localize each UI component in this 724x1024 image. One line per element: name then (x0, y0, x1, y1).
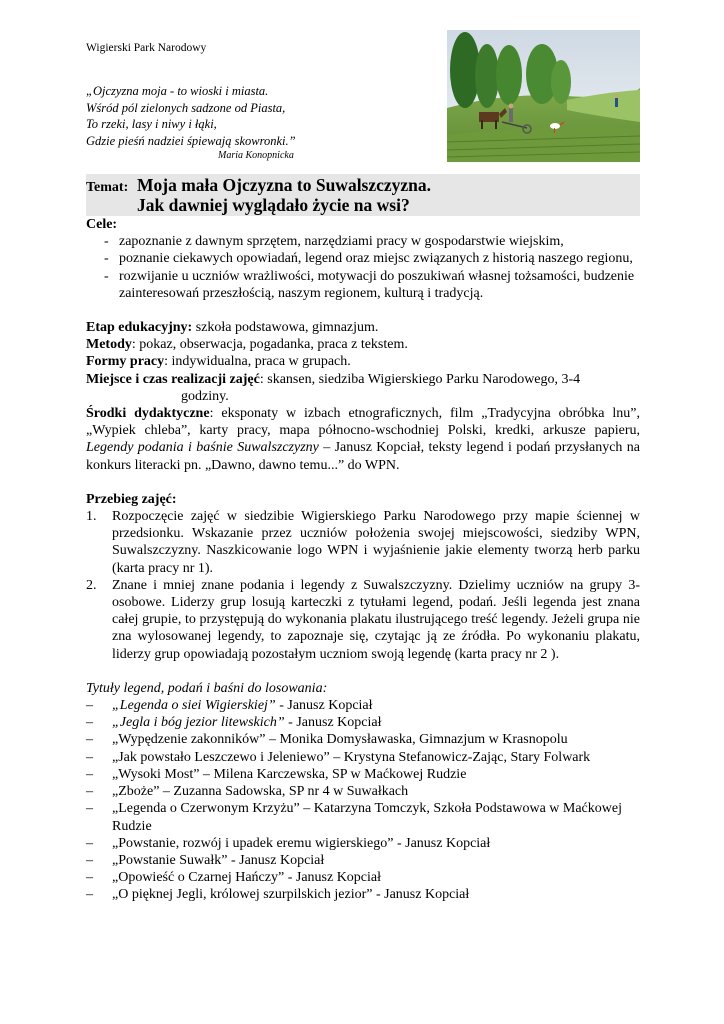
farm-photo (447, 30, 640, 162)
bullet-dash: – (86, 732, 93, 748)
legend-title: „Zboże” (112, 784, 160, 800)
metody-row (86, 336, 640, 353)
legend-author: – Milena Karczewska, SP w Maćkowej Rudzie (199, 766, 467, 782)
srodki-value-a: : eksponaty w izbach etnograficznych, film „Tradycyjna obróbka lnu”, „Wypiek chleba”, karty pracy, mapa północno-wschodniej Polski, kredki, arkusze papieru, (86, 406, 640, 439)
formy-label: Formy pracy (86, 354, 165, 370)
goals-list (86, 233, 640, 302)
spacer (86, 302, 640, 319)
goal-text: rozwijanie u uczniów wrażliwości, motywacji do poszukiwań własnej tożsamości, budzenie zainteresowań przeszłością, naszym regionem, kulturą i tradycją. (119, 268, 635, 301)
goal-item (86, 268, 640, 302)
legend-title: „Legenda o Czerwonym Krzyżu” (112, 801, 300, 817)
metody-value: : pokaz, obserwacja, pogadanka, praca z tekstem. (131, 337, 408, 353)
steps-list (86, 508, 640, 663)
spacer (86, 474, 640, 491)
legend-author: – Katarzyna Tomczyk, Szkoła Podstawowa w Maćkowej Rudzie (112, 801, 622, 834)
legend-author: – Monika Domysławaska, Gimnazjum w Krasnopolu (265, 732, 568, 748)
legend-item (86, 886, 640, 903)
legend-author: - Janusz Kopciał (227, 852, 325, 868)
miejsce-row-continued: godziny. (181, 388, 229, 404)
etap-value: szkoła podstawowa, gimnazjum. (192, 320, 379, 336)
spacer (86, 663, 640, 680)
przebieg-heading: Przebieg zajęć: (86, 491, 177, 507)
formy-row (86, 353, 640, 370)
bullet-dash: – (86, 715, 93, 731)
legends-heading: Tytuły legend, podań i baśni do losowania: (86, 680, 328, 696)
step-item (86, 577, 640, 663)
legend-author: - Janusz Kopciał (275, 698, 373, 714)
farm-photo-illustration (447, 30, 640, 162)
step-number: 1. (86, 509, 97, 525)
poem-line: To rzeki, lasy i niwy i łąki, (86, 117, 217, 131)
miejsce-row (86, 371, 640, 388)
legend-item (86, 766, 640, 783)
topic-banner (86, 174, 640, 216)
metody-label: Metody (86, 337, 132, 353)
legend-item (86, 714, 640, 731)
srodki-label: Środki dydaktyczne (86, 406, 210, 422)
bullet-dash: – (86, 749, 93, 765)
lesson-body (86, 216, 640, 904)
bullet-dash: – (86, 835, 93, 851)
bullet-dash: – (86, 698, 93, 714)
legend-item (86, 835, 640, 852)
legend-title: „Wysoki Most” (112, 766, 200, 782)
legend-author: – Zuzanna Sadowska, SP nr 4 w Suwałkach (159, 784, 409, 800)
legend-title: „O pięknej Jegli, królowej szurpilskich jezior” (112, 887, 373, 903)
srodki-value-b: – Janusz Kopciał, teksty legend i podań przysłanych na konkurs literacki pn. „Dawno, dawno temu...” do WPN. (86, 440, 641, 473)
step-text: Znane i mniej znane podania i legendy z Suwalszczyzny. Dzielimy uczniów na grupy 3-osobowe. Liderzy grup losują karteczki z tytułami legend, podań. Jeśli legenda jest znana całej grupie, to przystępują do wykonania plakatu ilustrującego treść legendy. Jeżeli grupa nie zna wylosowanej legendy, to zapoznaje się, czytając ją ze źródła. Po wykonaniu plakatu, liderzy grup opowiadają pozostałym uczniom swoją legendę (karta pracy nr 2 ). (112, 577, 640, 662)
etap-row (86, 319, 640, 336)
park-name-header: Wigierski Park Narodowy (86, 42, 207, 54)
legend-title: „Jegla i bóg jezior litewskich” (112, 715, 285, 731)
legend-author: - Janusz Kopciał (393, 835, 491, 851)
step-number: 2. (86, 577, 97, 593)
legend-item (86, 869, 640, 886)
goal-text: poznanie ciekawych opowiadań, legend oraz miejsc związanych z historią naszego regionu, (119, 251, 633, 267)
srodki-row (86, 405, 640, 474)
topic-title-line-2: Jak dawniej wyglądało życie na wsi? (137, 195, 410, 215)
poem-quote (86, 83, 296, 162)
topic-label: Temat: (86, 180, 129, 195)
formy-value: : indywidualna, praca w grupach. (164, 354, 351, 370)
legend-author: - Janusz Kopciał (284, 870, 382, 886)
legend-author: - Janusz Kopciał (284, 715, 382, 731)
poem-line: Gdzie pieśń nadziei śpiewają skowronki.” (86, 133, 296, 148)
legend-author: - Janusz Kopciał (372, 887, 470, 903)
legend-title: „Legenda o siei Wigierskiej” (112, 698, 276, 714)
bullet-dash: - (104, 234, 109, 250)
goal-item (86, 250, 640, 267)
legend-item (86, 731, 640, 748)
bullet-dash: - (104, 251, 109, 267)
bullet-dash: - (104, 268, 109, 284)
goals-heading: Cele: (86, 217, 118, 232)
legend-item (86, 800, 640, 834)
bullet-dash: – (86, 766, 93, 782)
legend-item (86, 852, 640, 869)
bullet-dash: – (86, 887, 93, 903)
step-item (86, 508, 640, 577)
miejsce-label: Miejsce i czas realizacji zajęć (86, 371, 260, 387)
legend-title: „Wypędzenie zakonników” (112, 732, 266, 748)
poem-author: Maria Konopnicka (218, 150, 294, 161)
bullet-dash: – (86, 870, 93, 886)
legend-title: „Jak powstało Leszczewo i Jeleniewo” (112, 749, 330, 765)
bullet-dash: – (86, 801, 93, 817)
srodki-book-title: Legendy podania i baśnie Suwalszczyzny (86, 440, 319, 456)
topic-title-line-1: Moja mała Ojczyzna to Suwalszczyzna. (137, 175, 432, 195)
goal-text: zapoznanie z dawnym sprzętem, narzędziami pracy w gospodarstwie wiejskim, (119, 234, 564, 250)
legends-list (86, 697, 640, 903)
legend-author: – Krystyna Stefanowicz-Zając, Stary Folwark (329, 749, 591, 765)
legend-item (86, 749, 640, 766)
legend-item (86, 783, 640, 800)
legend-title: „Powstanie, rozwój i upadek eremu wigierskiego” (112, 835, 394, 851)
poem-line: Wśród pól zielonych sadzone od Piasta, (86, 100, 286, 115)
poem-line: „Ojczyzna moja - to wioski i miasta. (86, 84, 269, 98)
legend-title: „Powstanie Suwałk” (112, 852, 228, 868)
goal-item (86, 233, 640, 250)
bullet-dash: – (86, 784, 93, 800)
bullet-dash: – (86, 852, 93, 868)
legend-item (86, 697, 640, 714)
step-text: Rozpoczęcie zajęć w siedzibie Wigierskiego Parku Narodowego przy mapie ściennej w przedsionku. Wskazanie przez uczniów położenia swojej miejscowości, siedziby WPN, Suwalszczyzny. Naszkicowanie logo WPN i wyjaśnienie jakie elementy tworzą herb parku (karta pracy nr 1). (112, 509, 640, 576)
etap-label: Etap edukacyjny: (86, 320, 193, 336)
legend-title: „Opowieść o Czarnej Hańczy” (112, 870, 285, 886)
miejsce-value: : skansen, siedziba Wigierskiego Parku Narodowego, 3-4 (259, 371, 581, 387)
